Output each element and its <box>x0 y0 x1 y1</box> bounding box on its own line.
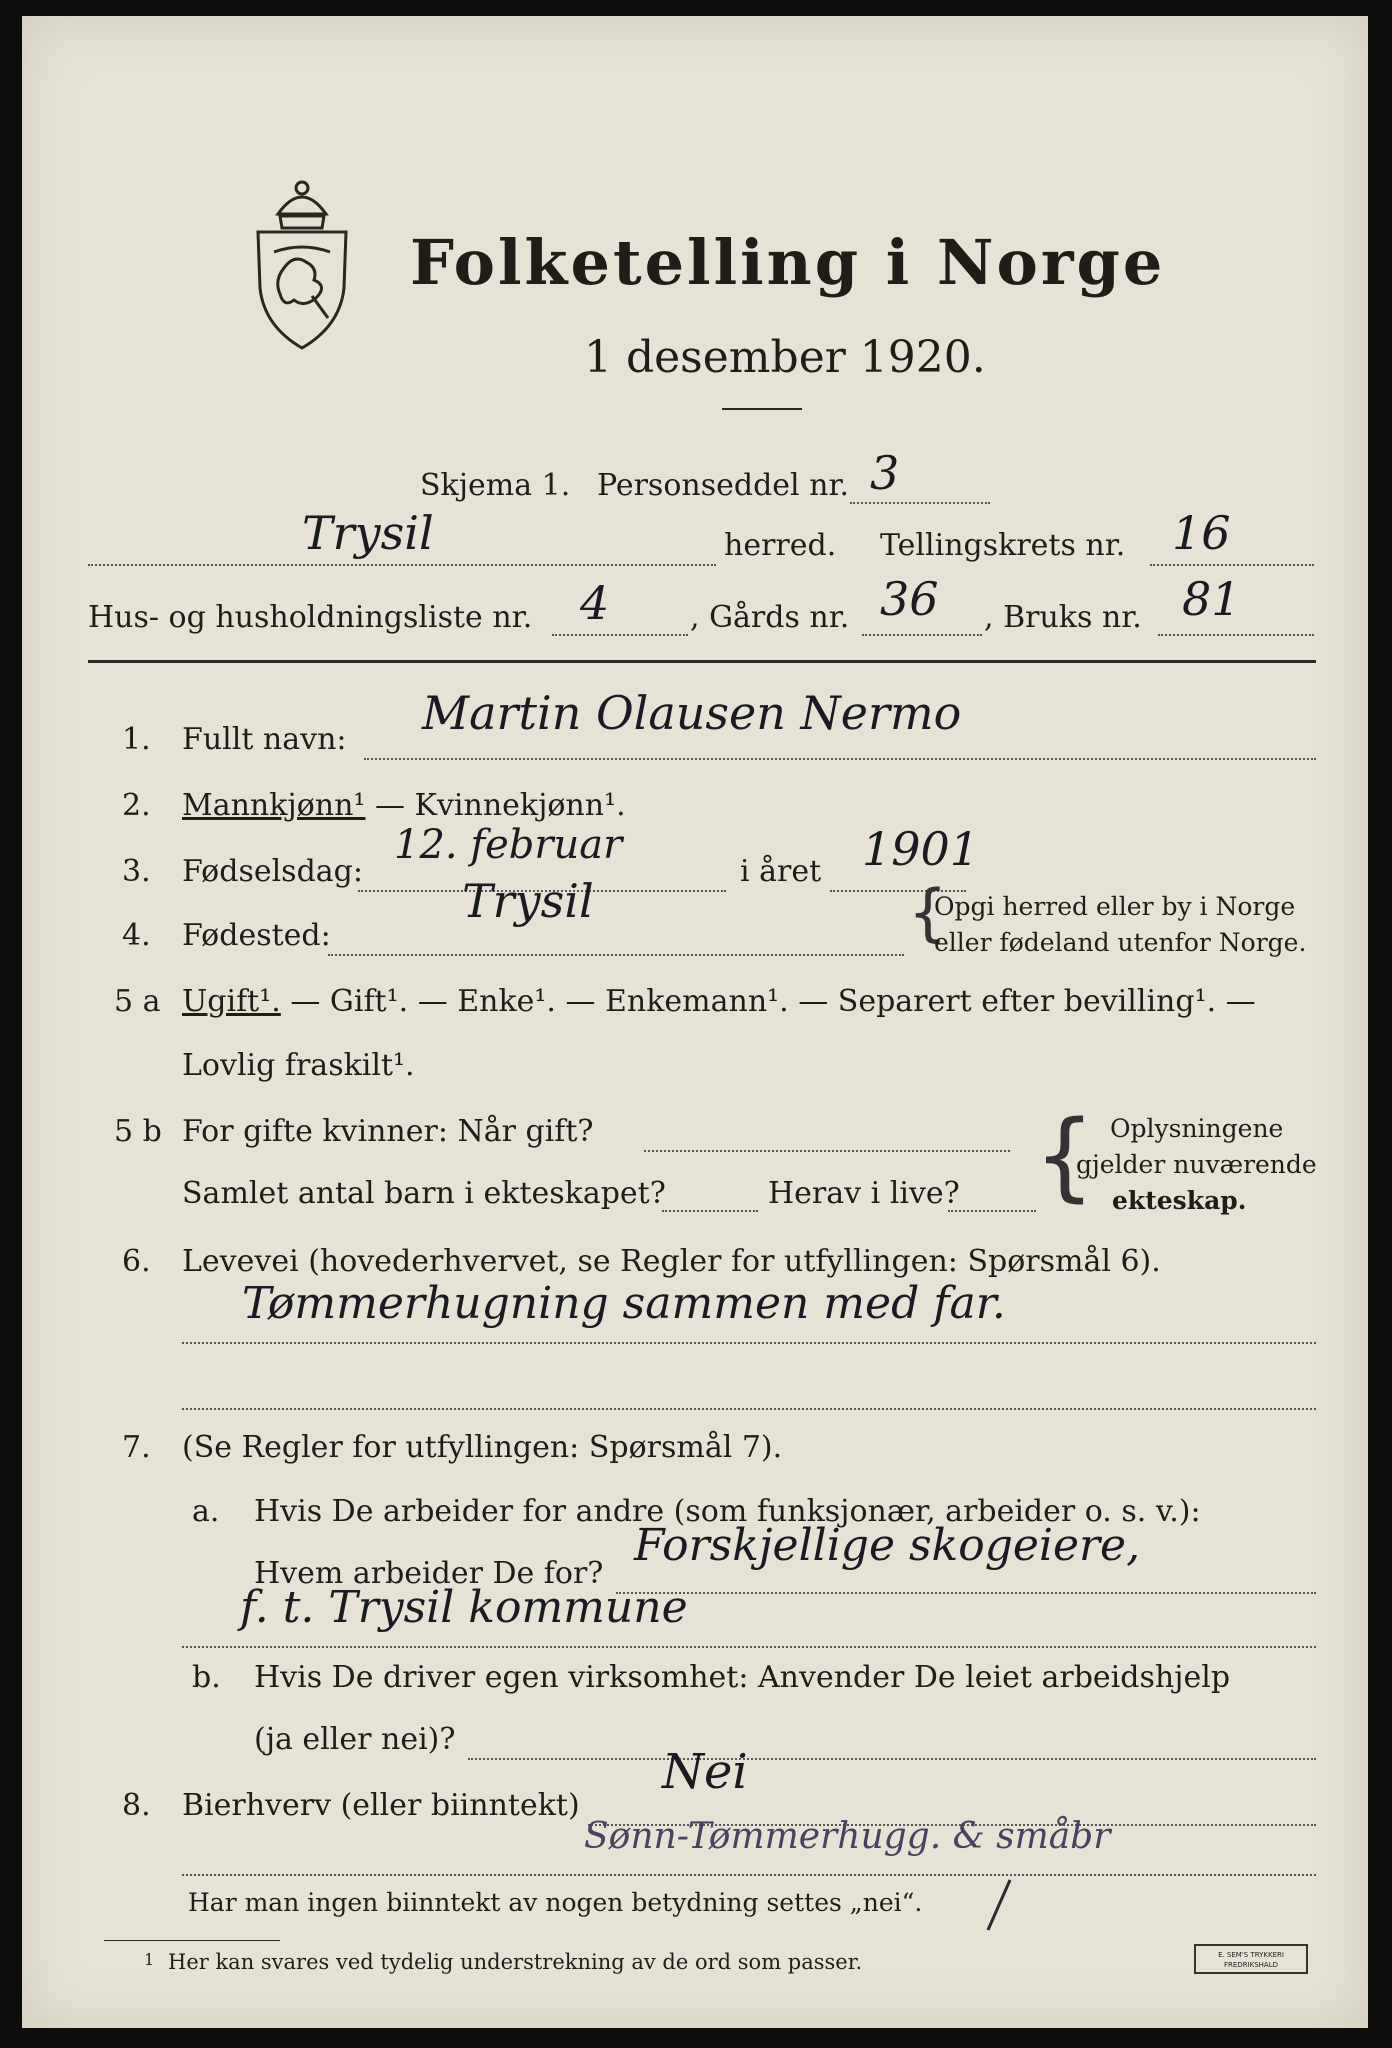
q4-brace: { <box>908 876 948 949</box>
q2-number: 2. <box>122 788 151 823</box>
q4-value[interactable]: Trysil <box>462 874 594 928</box>
form-subtitle: 1 desember 1920. <box>584 332 986 383</box>
tellingskrets-value[interactable]: 16 <box>1172 506 1231 560</box>
q5b-brace: { <box>1034 1100 1096 1212</box>
bruks-value[interactable]: 81 <box>1182 572 1241 626</box>
q1-label: Fullt navn: <box>182 722 347 757</box>
census-form-sheet <box>22 16 1368 2028</box>
printer-stamp: E. SEM'S TRYKKERI FREDRIKSHALD <box>1194 1944 1308 1974</box>
skjema-label: Skjema 1. <box>420 468 571 503</box>
q8-line2 <box>182 1874 1316 1876</box>
q4-note-line1: Opgi herred eller by i Norge <box>934 892 1296 921</box>
q6-line2 <box>182 1408 1316 1410</box>
q5b-note-line2: gjelder nuværende <box>1076 1150 1317 1179</box>
q7a-letter: a. <box>192 1494 220 1529</box>
title-rule <box>722 408 802 410</box>
q7a-line1 <box>616 1592 1316 1594</box>
q5a-line2: Lovlig fraskilt¹. <box>182 1048 415 1083</box>
q7b-label1: Hvis De driver egen virksomhet: Anvender De leiet arbeidshjelp <box>254 1660 1231 1695</box>
q8-number: 8. <box>122 1788 151 1823</box>
q1-line <box>364 758 1316 760</box>
q7a-value1[interactable]: Forskjellige skogeiere, <box>634 1520 1141 1571</box>
q5a-options[interactable] <box>182 984 1256 1019</box>
q7b-line <box>468 1758 1316 1760</box>
q6-value[interactable]: Tømmerhugning sammen med far. <box>242 1278 1006 1329</box>
q7a-value2[interactable]: f. t. Trysil kommune <box>240 1582 688 1633</box>
gards-label: , Gårds nr. <box>690 600 850 635</box>
q5b-note-line3: ekteskap. <box>1112 1186 1247 1215</box>
q3-year-label: i året <box>740 854 822 889</box>
q8-value2[interactable]: Sønn-Tømmerhugg. & småbr <box>584 1816 1111 1857</box>
hus-line <box>552 634 688 636</box>
q1-number: 1. <box>122 722 151 757</box>
footnote-text: Her kan svares ved tydelig understrekning av de ord som passer. <box>168 1950 863 1974</box>
q4-number: 4. <box>122 918 151 953</box>
q1-value[interactable]: Martin Olausen Nermo <box>422 686 962 740</box>
q8-note: Har man ingen biinntekt av nogen betydning settes „nei“. <box>188 1888 923 1917</box>
header-rule <box>88 660 1316 663</box>
q8-value[interactable]: Nei <box>662 1744 748 1800</box>
q7-number: 7. <box>122 1430 151 1465</box>
coat-of-arms-icon <box>244 176 360 356</box>
herred-value[interactable]: Trysil <box>302 506 434 560</box>
personseddel-label: Personseddel nr. <box>597 468 850 503</box>
hus-value[interactable]: 4 <box>580 576 610 630</box>
q5a-number: 5 a <box>114 984 161 1019</box>
q3-label: Fødselsdag: <box>182 854 363 889</box>
q5b-line1 <box>644 1150 1010 1152</box>
q5b-label2: Samlet antal barn i ekteskapet? <box>182 1176 666 1211</box>
q5b-line2 <box>662 1210 758 1212</box>
q8-handwritten-stroke <box>982 1876 1016 1934</box>
q5b-line3 <box>948 1210 1036 1212</box>
bruks-label: , Bruks nr. <box>984 600 1142 635</box>
herred-label: herred. <box>724 528 837 563</box>
q5a-other-options: — Gift¹. — Enke¹. — Enkemann¹. — Separert efter bevilling¹. — <box>280 984 1256 1019</box>
hus-label: Hus- og husholdningsliste nr. <box>88 600 533 635</box>
q4-note-line2: eller fødeland utenfor Norge. <box>934 928 1307 957</box>
q5a-ugift-option[interactable]: Ugift¹. <box>182 984 281 1019</box>
q5b-note-line1: Oplysningene <box>1110 1114 1284 1143</box>
form-title: Folketelling i Norge <box>410 226 1166 299</box>
footnote-marker: 1 <box>144 1950 155 1969</box>
q5b-number: 5 b <box>114 1114 162 1149</box>
q7a-line2 <box>182 1646 1316 1648</box>
footnote-rule <box>104 1940 280 1941</box>
bruks-line <box>1158 634 1314 636</box>
tellingskrets-line <box>1150 564 1314 566</box>
q8-label: Bierhverv (eller biinntekt) <box>182 1788 580 1823</box>
personseddel-line <box>850 502 990 504</box>
q2-other-options: — Kvinnekjønn¹. <box>365 788 626 823</box>
gards-value[interactable]: 36 <box>880 572 939 626</box>
gards-line <box>862 634 982 636</box>
q2-options[interactable] <box>182 788 626 823</box>
q3-year-value[interactable]: 1901 <box>862 822 980 876</box>
q6-label: Levevei (hovederhvervet, se Regler for utfyllingen: Spørsmål 6). <box>182 1244 1161 1279</box>
q7b-letter: b. <box>192 1660 221 1695</box>
q6-number: 6. <box>122 1244 151 1279</box>
q6-line1 <box>182 1342 1316 1344</box>
q7b-label2: (ja eller nei)? <box>254 1722 456 1757</box>
tellingskrets-label: Tellingskrets nr. <box>880 528 1126 563</box>
q4-line <box>328 954 904 956</box>
herred-line <box>88 564 716 566</box>
q7a-label1: Hvis De arbeider for andre (som funksjonær, arbeider o. s. v.): <box>254 1494 1201 1529</box>
personseddel-value[interactable]: 3 <box>870 446 900 500</box>
q5b-label1: For gifte kvinner: Når gift? <box>182 1114 594 1149</box>
q3-value[interactable]: 12. februar <box>394 822 623 868</box>
q5b-label3: Herav i live? <box>768 1176 960 1211</box>
q3-number: 3. <box>122 854 151 889</box>
q2-male-option[interactable]: Mannkjønn¹ <box>182 788 366 823</box>
q4-label: Fødested: <box>182 918 331 953</box>
q7-label: (Se Regler for utfyllingen: Spørsmål 7). <box>182 1430 783 1465</box>
q7a-label2: Hvem arbeider De for? <box>254 1556 604 1591</box>
